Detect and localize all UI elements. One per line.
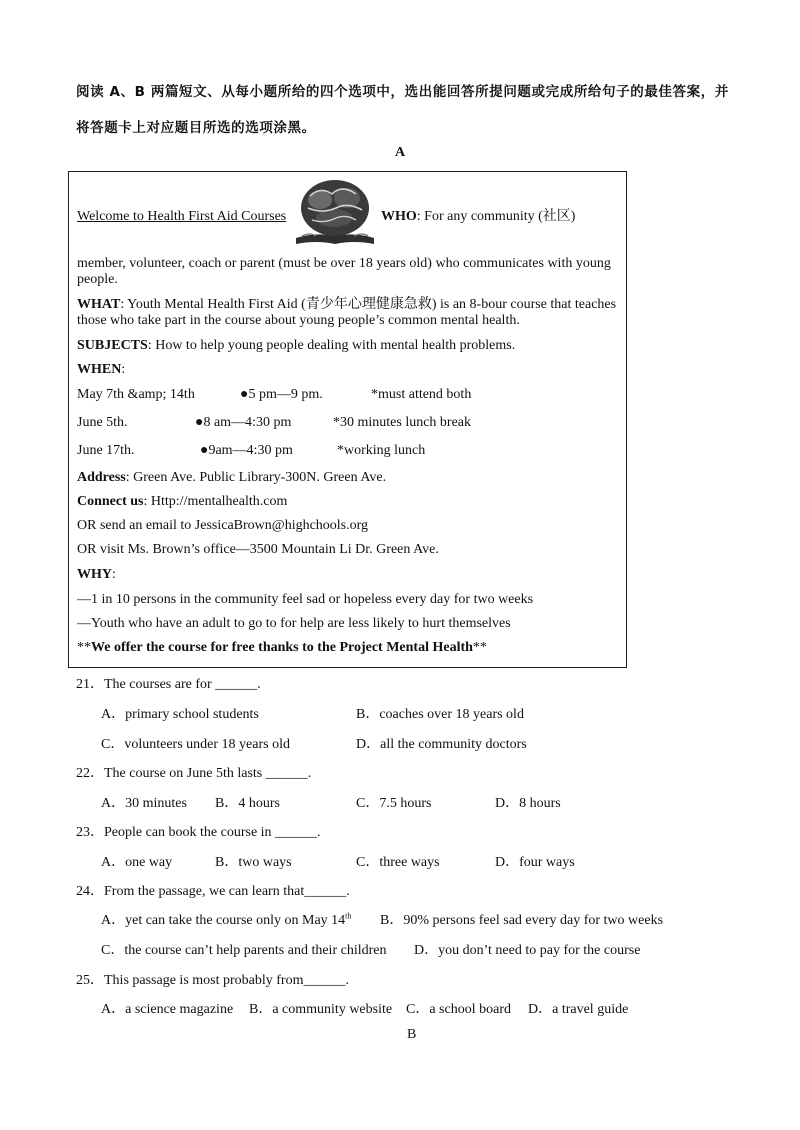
welcome-title: Welcome to Health First Aid Courses — [77, 209, 287, 224]
question-22-option-c[interactable]: C．7.5 hours — [356, 796, 432, 811]
subjects-line — [77, 338, 515, 354]
who-label: WHO — [381, 209, 417, 224]
schedule-date: June 5th. — [77, 415, 128, 430]
free-prefix: ** — [77, 640, 91, 655]
when-line — [77, 362, 125, 378]
question-25-option-c[interactable]: C．a school board — [406, 1002, 511, 1017]
schedule-note: *working lunch — [337, 443, 426, 458]
address-label: Address — [77, 470, 126, 485]
question-21-stem: 21．The courses are for ______. — [76, 677, 261, 692]
when-label: WHEN — [77, 362, 122, 377]
question-25-stem: 25．This passage is most probably from______. — [76, 973, 349, 988]
question-21-option-c[interactable]: C．volunteers under 18 years old — [101, 737, 290, 752]
what-text: : Youth Mental Health First Aid (青少年心理健康急救) is an 8-bour course that teaches those who take part in the course about young people’s common mental health. — [77, 297, 617, 328]
subjects-label: SUBJECTS — [77, 338, 148, 353]
instruction-line-1: 阅读 A、B 两篇短文、从每小题所给的四个选项中，选出能回答所提问题或完成所给句子的最佳答案，并 — [76, 84, 729, 100]
question-24-stem: 24．From the passage, we can learn that______. — [76, 884, 350, 899]
mental-health-logo-icon — [292, 178, 378, 250]
question-22-option-a[interactable]: A．30 minutes — [101, 796, 187, 811]
question-22-stem: 22．The course on June 5th lasts ______. — [76, 766, 312, 781]
schedule-time: ●9am—4:30 pm — [200, 443, 293, 458]
question-21-option-a[interactable]: A．primary school students — [101, 707, 259, 722]
question-23-option-a[interactable]: A．one way — [101, 855, 173, 870]
schedule-date: June 17th. — [77, 443, 135, 458]
question-24-option-a[interactable] — [101, 909, 351, 929]
free-course-line — [77, 640, 487, 656]
question-24-option-c[interactable]: C．the course can’t help parents and their children — [101, 943, 387, 958]
visit-line: OR visit Ms. Brown’s office—3500 Mountain Li Dr. Green Ave. — [77, 542, 439, 557]
section-b-heading: B — [407, 1027, 417, 1042]
connect-line — [77, 494, 287, 510]
question-21-option-b[interactable]: B．coaches over 18 years old — [356, 707, 524, 722]
what-label: WHAT — [77, 297, 121, 312]
connect-text: : Http://mentalhealth.com — [143, 494, 288, 509]
question-21-option-d[interactable]: D．all the community doctors — [356, 737, 527, 752]
question-24-option-d[interactable]: D．you don’t need to pay for the course — [414, 943, 641, 958]
instruction-line-2: 将答题卡上对应题目所选的选项涂黑。 — [76, 120, 316, 136]
question-22-option-b[interactable]: B．4 hours — [215, 796, 280, 811]
what-paragraph — [77, 297, 622, 329]
address-text: : Green Ave. Public Library-300N. Green Ave. — [125, 470, 387, 485]
question-23-option-b[interactable]: B．two ways — [215, 855, 292, 870]
question-23-option-c[interactable]: C．three ways — [356, 855, 440, 870]
schedule-time: ●5 pm—9 pm. — [240, 387, 323, 402]
subjects-text: : How to help young people dealing with mental health problems. — [147, 338, 516, 353]
why-reason-2: —Youth who have an adult to go to for help are less likely to hurt themselves — [77, 616, 511, 631]
when-colon: : — [121, 362, 126, 377]
question-25-option-a[interactable]: A．a science magazine — [101, 1002, 234, 1017]
who-text: : For any community (社区) — [416, 209, 576, 224]
question-23-option-d[interactable]: D．four ways — [495, 855, 575, 870]
connect-label: Connect us — [77, 494, 144, 509]
why-colon: : — [112, 567, 116, 582]
ordinal-suffix: th — [345, 911, 352, 921]
schedule-note: *30 minutes lunch break — [333, 415, 472, 430]
section-a-heading: A — [395, 145, 406, 160]
who-line — [381, 209, 575, 225]
question-23-stem: 23．People can book the course in ______. — [76, 825, 321, 840]
free-suffix: ** — [472, 640, 487, 655]
question-22-option-d[interactable]: D．8 hours — [495, 796, 561, 811]
why-line — [77, 567, 116, 583]
schedule-date: May 7th &amp; 14th — [77, 387, 195, 402]
why-label: WHY — [77, 567, 112, 582]
option-a-text: A．yet can take the course only on May 14 — [101, 913, 346, 928]
question-25-option-b[interactable]: B．a community website — [249, 1002, 393, 1017]
schedule-time: ●8 am—4:30 pm — [195, 415, 292, 430]
address-line — [77, 470, 386, 486]
email-line: OR send an email to JessicaBrown@highchools.org — [77, 518, 369, 533]
who-continued: member, volunteer, coach or parent (must be over 18 years old) who communicates with young people. — [77, 256, 611, 287]
schedule-note: *must attend both — [371, 387, 472, 402]
why-reason-1: —1 in 10 persons in the community feel sad or hopeless every day for two weeks — [77, 592, 534, 607]
question-25-option-d[interactable]: D．a travel guide — [528, 1002, 629, 1017]
question-24-option-b[interactable]: B．90% persons feel sad every day for two weeks — [380, 913, 664, 928]
free-text: We offer the course for free thanks to the Project Mental Health — [91, 640, 473, 655]
